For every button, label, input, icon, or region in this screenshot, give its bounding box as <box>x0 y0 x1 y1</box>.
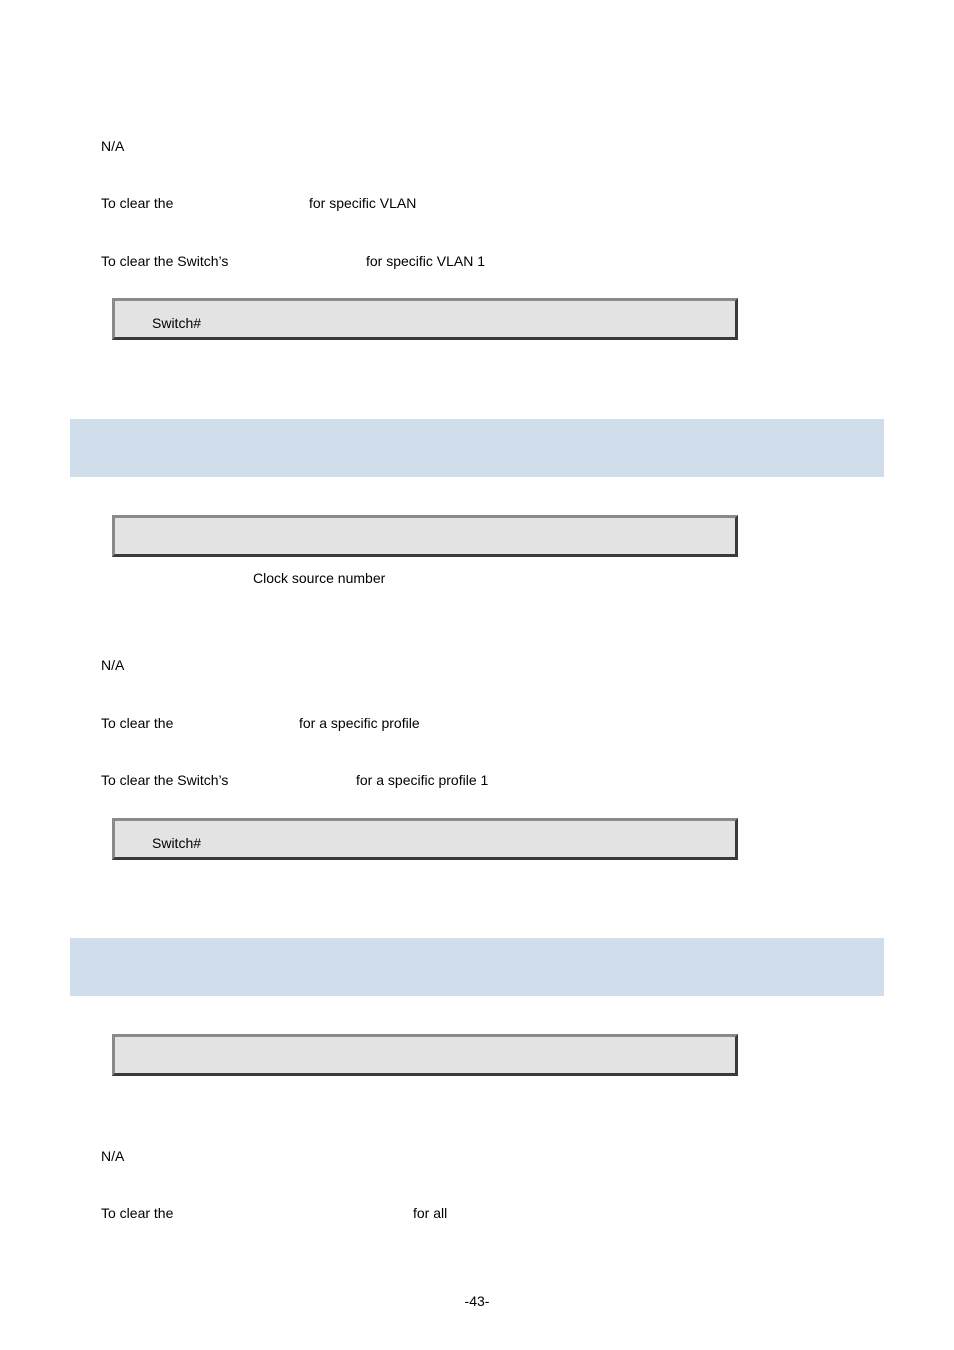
page-number: -43- <box>464 1293 490 1309</box>
example-prefix: To clear the Switch’s <box>101 772 229 788</box>
parameter-description: Clock source number <box>253 570 386 586</box>
example-command-box <box>112 818 738 860</box>
usage-prefix: To clear the <box>101 195 174 211</box>
example-suffix: for specific VLAN 1 <box>366 253 486 269</box>
example-suffix: for a specific profile 1 <box>356 772 489 788</box>
usage-suffix: for a specific profile <box>299 715 420 731</box>
default-value: N/A <box>101 138 125 154</box>
usage-prefix: To clear the <box>101 715 174 731</box>
default-value: N/A <box>101 657 125 673</box>
section-heading-band <box>70 938 884 996</box>
example-prompt: Switch# <box>152 835 202 851</box>
syntax-command-box <box>112 515 738 557</box>
section-heading-band <box>70 419 884 477</box>
usage-suffix: for all <box>413 1205 448 1221</box>
syntax-command-box <box>112 1034 738 1076</box>
example-prompt: Switch# <box>152 315 202 331</box>
example-prefix: To clear the Switch’s <box>101 253 229 269</box>
usage-prefix: To clear the <box>101 1205 174 1221</box>
usage-suffix: for specific VLAN <box>309 195 417 211</box>
example-command-box <box>112 298 738 340</box>
default-value: N/A <box>101 1148 125 1164</box>
